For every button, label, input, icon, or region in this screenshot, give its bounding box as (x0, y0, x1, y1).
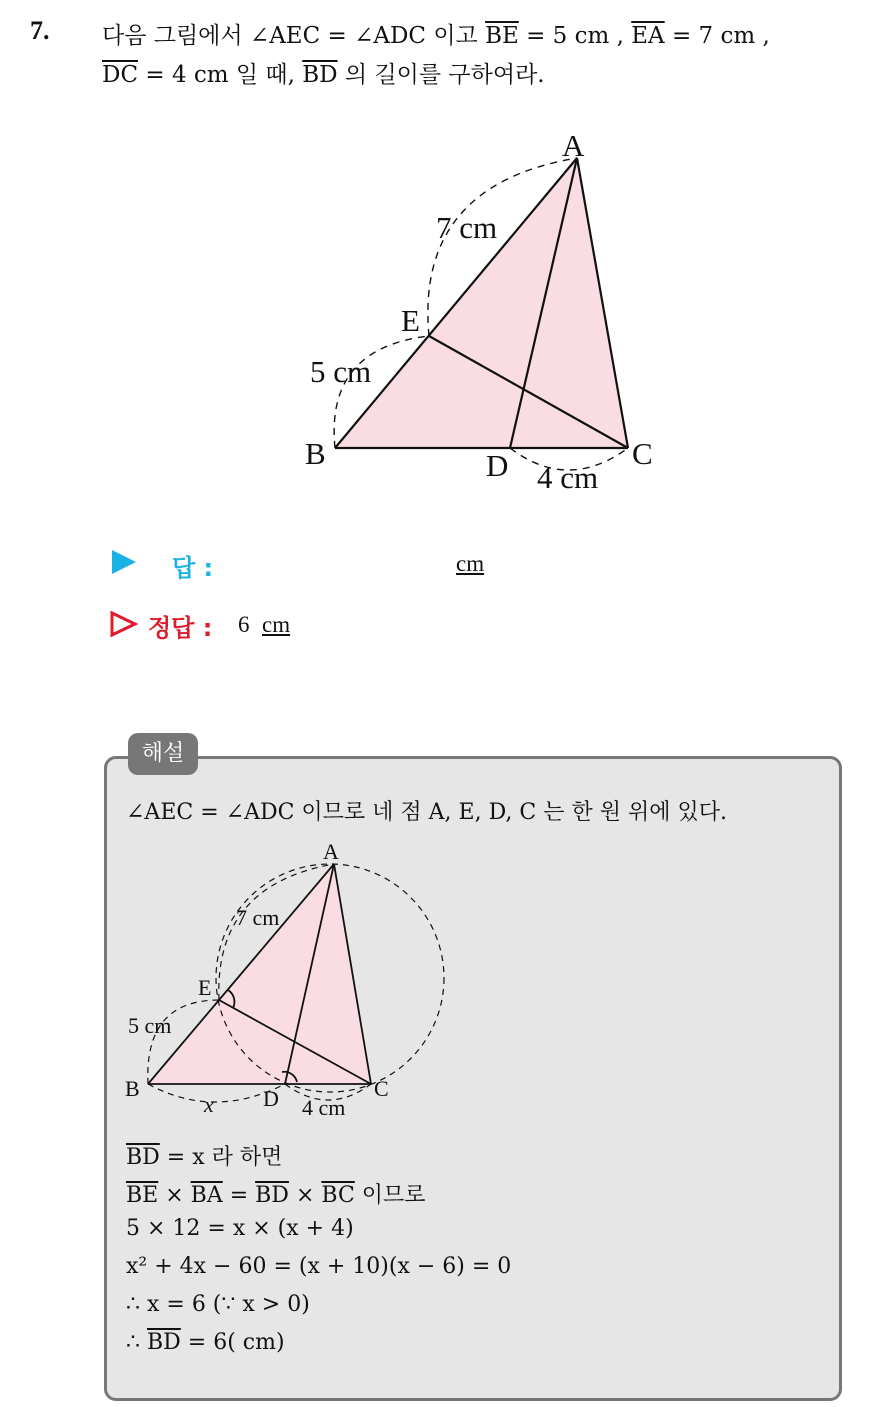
segment-be: $\overline{BE}$ (485, 23, 519, 49)
label-e: E (401, 303, 420, 338)
solution-step-5: ∴ x = 6 (∵ x > 0) (126, 1292, 310, 1317)
solution-step-4: x² + 4x − 60 = (x + 10)(x − 6) = 0 (126, 1254, 512, 1279)
segment-ea: $\overline{EA}$ (631, 23, 665, 49)
solution-step-3: 5 × 12 = x × (x + 4) (126, 1216, 354, 1241)
segment-bd: $\overline{BD}$ (147, 1330, 181, 1355)
label-c: C (632, 436, 653, 471)
q-text: = 7 cm , (664, 23, 770, 49)
q-text: 의 길이를 구하여라. (337, 62, 545, 88)
q-text: = 5 cm , (518, 23, 632, 49)
label-b: B (125, 1076, 140, 1101)
step-text: = x 라 하면 (159, 1145, 283, 1170)
q-text: 다음 그림에서 ∠AEC = ∠ADC 이고 (102, 23, 486, 49)
label-a: A (323, 839, 339, 864)
step-text: × (288, 1183, 322, 1208)
label-c: C (374, 1076, 389, 1101)
answer-label: 답 : (172, 554, 214, 582)
step-text: = (222, 1183, 256, 1208)
question-number: 7. (30, 16, 50, 45)
solution-intro: ∠AEC = ∠ADC 이므로 네 점 A, E, D, C 는 한 원 위에 있다. (126, 800, 727, 825)
label-bd-x: x (204, 1092, 214, 1117)
label-b: B (305, 436, 326, 471)
label-e: E (198, 975, 212, 1000)
label-ea-length: 7 cm (436, 210, 498, 245)
q-text: = 4 cm 일 때, (138, 62, 303, 88)
answer-arrow-icon (110, 548, 138, 576)
step-text: ∴ (126, 1330, 147, 1355)
solution-tab: 해설 (128, 733, 198, 775)
label-be-length: 5 cm (310, 354, 372, 389)
correct-answer-arrow-icon (110, 610, 138, 638)
correct-answer-unit: cm (262, 612, 291, 637)
answer-unit: cm (456, 551, 485, 576)
segment-bc: $\overline{BC}$ (321, 1183, 355, 1208)
segment-bd: $\overline{BD}$ (302, 62, 338, 88)
label-dc-length: 4 cm (537, 460, 599, 495)
triangle-fill (148, 864, 371, 1084)
label-d: D (263, 1086, 279, 1111)
solution-figure (104, 830, 464, 1130)
segment-be: $\overline{BE}$ (126, 1183, 159, 1208)
segment-ba: $\overline{BA}$ (190, 1183, 223, 1208)
solution-step-6 (126, 1330, 285, 1355)
label-dc-length: 4 cm (302, 1095, 346, 1120)
segment-bd: $\overline{BD}$ (126, 1145, 160, 1170)
triangle-figure (0, 0, 884, 540)
step-text: 이므로 (354, 1183, 426, 1208)
label-be-length: 5 cm (128, 1013, 172, 1038)
solution-step-1 (126, 1140, 282, 1171)
segment-dc: $\overline{DC}$ (102, 62, 139, 88)
label-d: D (486, 448, 509, 483)
label-a: A (562, 128, 585, 163)
correct-answer-label: 정답 : (148, 614, 213, 642)
label-ea-length: 7 cm (236, 905, 280, 930)
segment-bd: $\overline{BD}$ (255, 1183, 289, 1208)
step-text: = 6( cm) (180, 1330, 285, 1355)
step-text: × (158, 1183, 191, 1208)
correct-answer-value: 6 (238, 612, 250, 637)
solution-step-2 (126, 1178, 426, 1209)
